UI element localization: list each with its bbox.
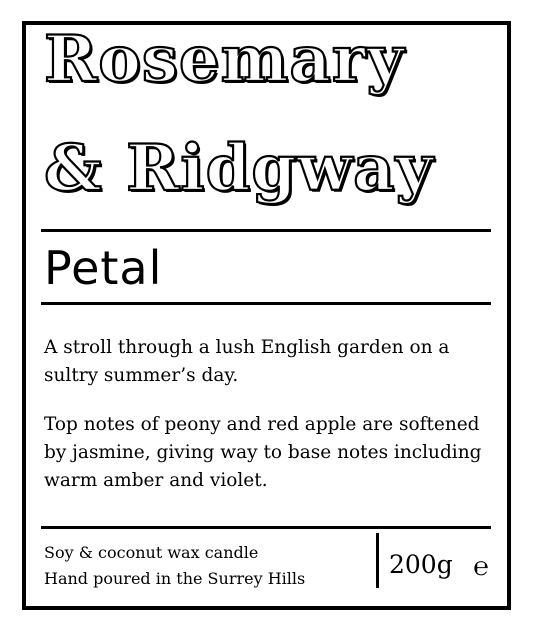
label-frame (22, 21, 511, 610)
divider-bottom (41, 526, 491, 529)
footer-info (44, 540, 374, 592)
origin-text: Hand poured in the Surrey Hills (44, 569, 306, 588)
description-paragraph-2: Top notes of peony and red apple are softened by jasmine, giving way to base notes including warm amber and violet. (44, 414, 482, 491)
divider-top (41, 229, 491, 232)
description-paragraph-1: A stroll through a lush English garden on a sultry summer’s day. (44, 337, 450, 386)
net-weight: 200g (389, 550, 453, 579)
product-name: Petal (44, 241, 163, 295)
brand-name-line-2: & Ridgway (44, 131, 434, 206)
wax-type-text: Soy & coconut wax candle (44, 543, 259, 562)
divider-middle (41, 302, 491, 305)
footer-vertical-divider (376, 533, 379, 588)
estimated-sign-icon: ℮ (473, 552, 489, 582)
brand-name-line-1: Rosemary (44, 22, 405, 97)
